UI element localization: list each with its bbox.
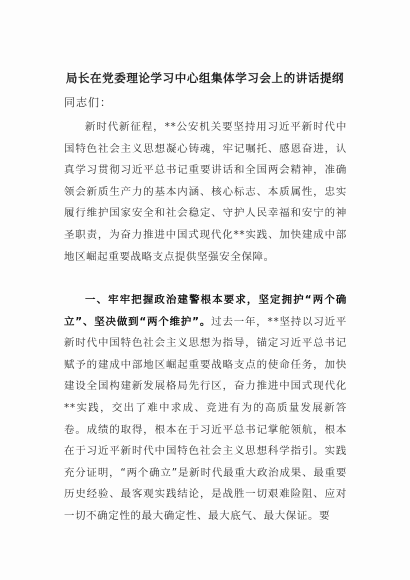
document-title: 局长在党委理论学习中心组集体学习会上的讲话提纲 xyxy=(65,71,345,85)
paragraph-2-text: 过去一年，**坚持以习近平新时代中国特色社会主义思想为指导，锚定习近平总书记赋予的建成中部地区崛起重要战略支点的使命任务，加快建设全国构建新发展格局先行区，奋力推进中国式现代化**实践，交出了难中求成、竞进有为的高质量发展新答卷。成绩的取得，根本在于习近平总书记掌舵领航，根本在于习近平新时代中国特色社会主义思想科学指引。实践充分证明，“两个确立”是新时代最重大政治成果、最重要历史经验、最客观实践结论，是战胜一切艰难险阻、应对一切不确定性的最大确定性、最大底气、最大保证。要 xyxy=(64,315,347,522)
body-paragraph-2 xyxy=(64,290,347,528)
section-heading-1: 一、牢牢把握政治建警根本要求，坚定拥护“两个确立”、坚决做到“两个维护”。 xyxy=(64,294,347,328)
body-paragraph-1 xyxy=(64,117,347,268)
salutation: 同志们： xyxy=(64,96,112,109)
paragraph-1-text: 新时代新征程，**公安机关要坚持用习近平新时代中国特色社会主义思想凝心铸魂，牢记嘱托、感恩奋进，认真学习贯彻习近平总书记重要讲话和全国两会精神，准确领会新质生产力的基本内涵、核心标志、本质属性，忠实履行维护国家安全和社会稳定、守护人民幸福和安宁的神圣职责，为奋力推进中国式现代化**实践、加快建成中部地区崛起重要战略支点提供坚强安全保障。 xyxy=(64,121,347,263)
